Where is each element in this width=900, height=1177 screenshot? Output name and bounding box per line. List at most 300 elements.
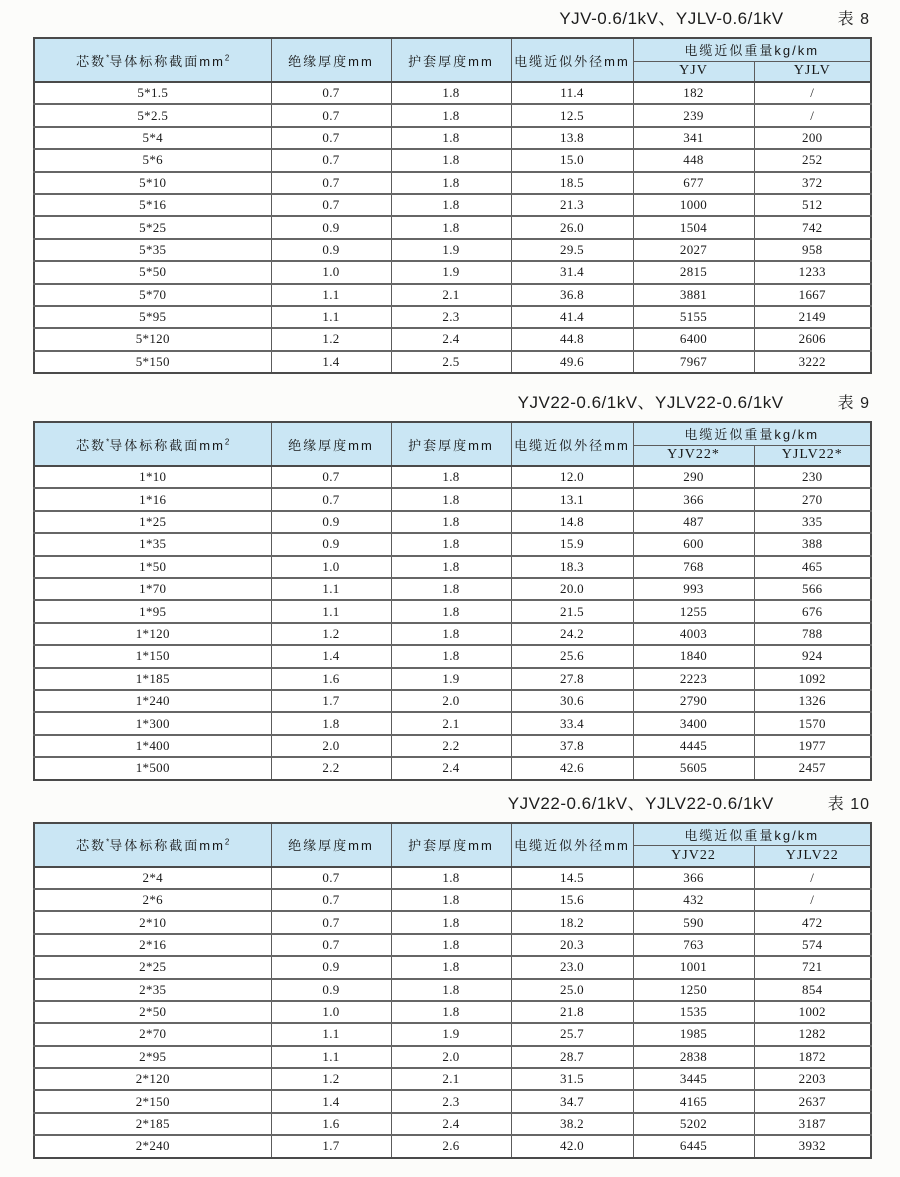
table-cell: 590 xyxy=(633,911,754,933)
table-row xyxy=(34,466,871,488)
table-cell: 3932 xyxy=(754,1135,871,1157)
table-cell: 3187 xyxy=(754,1113,871,1135)
table-cell: 600 xyxy=(633,533,754,555)
table-cell: 366 xyxy=(633,488,754,510)
table-row xyxy=(34,149,871,171)
table-cell: 2606 xyxy=(754,328,871,350)
table-cell: 14.8 xyxy=(511,511,633,533)
core-size-label-mid: 导体标称截面mm xyxy=(109,53,225,69)
table-cell: 1000 xyxy=(633,194,754,216)
table-row xyxy=(34,104,871,126)
table-cell: 21.5 xyxy=(511,600,633,622)
table-row xyxy=(34,1068,871,1090)
table-cell: 1985 xyxy=(633,1023,754,1045)
table-cell: 1.8 xyxy=(391,127,511,149)
table-cell: 1*400 xyxy=(34,735,271,757)
table-cell: 2.1 xyxy=(391,284,511,306)
column-subheader-weight-right: YJLV22 xyxy=(754,846,871,867)
table-row xyxy=(34,488,871,510)
table-row xyxy=(34,1023,871,1045)
table-cell: 1.8 xyxy=(391,216,511,238)
core-size-star: * xyxy=(106,837,110,847)
table-cell: 2457 xyxy=(754,757,871,779)
table-row xyxy=(34,1135,871,1157)
table-cell: 1667 xyxy=(754,284,871,306)
table-cell: 0.7 xyxy=(271,104,391,126)
column-header-outer-diameter: 电缆近似外径mm xyxy=(511,422,633,466)
table-cell: 1977 xyxy=(754,735,871,757)
column-header-outer-diameter: 电缆近似外径mm xyxy=(511,823,633,867)
table-cell: 1.4 xyxy=(271,1090,391,1112)
table-row xyxy=(34,1046,871,1068)
table-row xyxy=(34,735,871,757)
table-cell: 239 xyxy=(633,104,754,126)
table-cell: / xyxy=(754,867,871,889)
table-row xyxy=(34,690,871,712)
table-cell: 15.0 xyxy=(511,149,633,171)
table-cell: 1.2 xyxy=(271,1068,391,1090)
table-row xyxy=(34,1001,871,1023)
table-row xyxy=(34,867,871,889)
table-cell: 0.9 xyxy=(271,239,391,261)
table-row xyxy=(34,127,871,149)
core-size-label-prefix: 芯数 xyxy=(76,53,107,69)
table-cell: 1570 xyxy=(754,712,871,734)
table-cell: 7967 xyxy=(633,351,754,373)
table-cell: 1.8 xyxy=(391,889,511,911)
table-row xyxy=(34,956,871,978)
table-cell: 1.9 xyxy=(391,239,511,261)
table-cell: 1.6 xyxy=(271,668,391,690)
table-cell: 1.8 xyxy=(391,979,511,1001)
table-cell: 1233 xyxy=(754,261,871,283)
table-row xyxy=(34,934,871,956)
table-cell: 472 xyxy=(754,911,871,933)
table-cell: 0.7 xyxy=(271,934,391,956)
table-cell: 2.6 xyxy=(391,1135,511,1157)
table-cell: 5*70 xyxy=(34,284,271,306)
table-cell: 0.9 xyxy=(271,956,391,978)
table-cell: 2.0 xyxy=(271,735,391,757)
table-cell: 270 xyxy=(754,488,871,510)
table-cell: 1840 xyxy=(633,645,754,667)
table-cell: 49.6 xyxy=(511,351,633,373)
table-row xyxy=(34,645,871,667)
table-cell: 1*185 xyxy=(34,668,271,690)
table-section xyxy=(0,392,900,780)
table-cell: 5*120 xyxy=(34,328,271,350)
table-cell: 1*50 xyxy=(34,556,271,578)
table-row xyxy=(34,82,871,104)
table-row xyxy=(34,911,871,933)
table-cell: 1.0 xyxy=(271,1001,391,1023)
table-cell: 1.8 xyxy=(391,149,511,171)
table-cell: 5*25 xyxy=(34,216,271,238)
table-cell: 721 xyxy=(754,956,871,978)
table-body xyxy=(34,82,871,373)
table-cell: 3400 xyxy=(633,712,754,734)
table-cell: 34.7 xyxy=(511,1090,633,1112)
table-cell: / xyxy=(754,82,871,104)
table-cell: 1326 xyxy=(754,690,871,712)
table-cell: 341 xyxy=(633,127,754,149)
table-cell: 5155 xyxy=(633,306,754,328)
table-cell: 2*185 xyxy=(34,1113,271,1135)
table-cell: 2.4 xyxy=(391,1113,511,1135)
table-body xyxy=(34,466,871,779)
table-cell: 366 xyxy=(633,867,754,889)
table-cell: 1092 xyxy=(754,668,871,690)
table-cell: 1504 xyxy=(633,216,754,238)
table-cell: 5*6 xyxy=(34,149,271,171)
table-cell: 27.8 xyxy=(511,668,633,690)
table-cell: 4003 xyxy=(633,623,754,645)
table-cell: 5605 xyxy=(633,757,754,779)
table-row xyxy=(34,600,871,622)
table-cell: 30.6 xyxy=(511,690,633,712)
table-cell: 0.9 xyxy=(271,979,391,1001)
table-cell: 2.2 xyxy=(391,735,511,757)
table-row xyxy=(34,284,871,306)
table-cell: 21.8 xyxy=(511,1001,633,1023)
column-header-core-size xyxy=(34,823,271,867)
table-cell: 0.7 xyxy=(271,149,391,171)
table-row xyxy=(34,578,871,600)
column-header-weight-group: 电缆近似重量kg/km xyxy=(633,823,871,846)
table-section xyxy=(0,793,900,1159)
table-cell: 5*35 xyxy=(34,239,271,261)
table-row xyxy=(34,979,871,1001)
table-cell: 3445 xyxy=(633,1068,754,1090)
table-cell: 1*16 xyxy=(34,488,271,510)
table-cell: 252 xyxy=(754,149,871,171)
column-subheader-weight-left: YJV xyxy=(633,61,754,82)
table-cell: 432 xyxy=(633,889,754,911)
table-cell: 23.0 xyxy=(511,956,633,978)
header-row-top xyxy=(34,422,871,445)
table-cell: 41.4 xyxy=(511,306,633,328)
table-number: 表 10 xyxy=(827,795,870,813)
column-header-insulation-thickness: 绝缘厚度mm xyxy=(271,422,391,466)
table-cell: 1.8 xyxy=(391,911,511,933)
table-cell: 4445 xyxy=(633,735,754,757)
table-cell: 742 xyxy=(754,216,871,238)
table-cell: 3222 xyxy=(754,351,871,373)
table-row xyxy=(34,533,871,555)
cable-spec-table xyxy=(33,421,872,780)
table-cell: 1.9 xyxy=(391,261,511,283)
table-cell: 0.9 xyxy=(271,511,391,533)
table-row xyxy=(34,757,871,779)
table-title-row xyxy=(33,793,870,815)
table-row xyxy=(34,306,871,328)
table-cell: 13.1 xyxy=(511,488,633,510)
table-cell: 1002 xyxy=(754,1001,871,1023)
table-cell: 2*95 xyxy=(34,1046,271,1068)
document-page xyxy=(0,8,900,1177)
table-cell: 24.2 xyxy=(511,623,633,645)
table-cell: 388 xyxy=(754,533,871,555)
table-cell: 1.4 xyxy=(271,351,391,373)
table-cell: 230 xyxy=(754,466,871,488)
table-cell: 15.9 xyxy=(511,533,633,555)
table-row xyxy=(34,328,871,350)
column-subheader-weight-left: YJV22* xyxy=(633,445,754,466)
table-cell: 1.0 xyxy=(271,261,391,283)
table-cell: 958 xyxy=(754,239,871,261)
table-row xyxy=(34,889,871,911)
table-cell: 512 xyxy=(754,194,871,216)
table-cell: 0.9 xyxy=(271,216,391,238)
table-cell: 20.3 xyxy=(511,934,633,956)
table-cell: 11.4 xyxy=(511,82,633,104)
table-cell: 1.8 xyxy=(391,511,511,533)
table-title: YJV22-0.6/1kV、YJLV22-0.6/1kV xyxy=(507,793,774,813)
cable-spec-table xyxy=(33,37,872,374)
table-cell: 12.5 xyxy=(511,104,633,126)
table-cell: 0.7 xyxy=(271,867,391,889)
table-cell: 182 xyxy=(633,82,754,104)
table-cell: 768 xyxy=(633,556,754,578)
column-subheader-weight-right: YJLV22* xyxy=(754,445,871,466)
table-cell: 2.1 xyxy=(391,1068,511,1090)
header-row-top xyxy=(34,38,871,61)
table-cell: 21.3 xyxy=(511,194,633,216)
table-cell: 25.7 xyxy=(511,1023,633,1045)
table-cell: 2.3 xyxy=(391,1090,511,1112)
table-cell: 37.8 xyxy=(511,735,633,757)
table-cell: 2.1 xyxy=(391,712,511,734)
table-cell: 1*120 xyxy=(34,623,271,645)
table-cell: 1.8 xyxy=(391,956,511,978)
table-cell: 5*10 xyxy=(34,172,271,194)
table-cell: 924 xyxy=(754,645,871,667)
header-row-top xyxy=(34,823,871,846)
table-cell: 44.8 xyxy=(511,328,633,350)
core-size-star: * xyxy=(106,437,110,447)
table-cell: 25.0 xyxy=(511,979,633,1001)
table-cell: 1.8 xyxy=(391,867,511,889)
column-header-weight-group: 电缆近似重量kg/km xyxy=(633,422,871,445)
table-cell: 5*1.5 xyxy=(34,82,271,104)
table-cell: 0.7 xyxy=(271,889,391,911)
table-cell: / xyxy=(754,104,871,126)
table-cell: 1.9 xyxy=(391,668,511,690)
table-header xyxy=(34,422,871,466)
column-header-outer-diameter: 电缆近似外径mm xyxy=(511,38,633,82)
table-cell: 2149 xyxy=(754,306,871,328)
table-cell: 18.2 xyxy=(511,911,633,933)
table-cell: 5*150 xyxy=(34,351,271,373)
column-header-insulation-thickness: 绝缘厚度mm xyxy=(271,823,391,867)
column-header-sheath-thickness: 护套厚度mm xyxy=(391,422,511,466)
table-row xyxy=(34,172,871,194)
table-cell: 14.5 xyxy=(511,867,633,889)
table-cell: 448 xyxy=(633,149,754,171)
table-cell: / xyxy=(754,889,871,911)
table-cell: 12.0 xyxy=(511,466,633,488)
table-cell: 0.7 xyxy=(271,194,391,216)
core-size-label-mid: 导体标称截面mm xyxy=(109,437,225,453)
table-cell: 26.0 xyxy=(511,216,633,238)
table-cell: 0.7 xyxy=(271,911,391,933)
table-cell: 28.7 xyxy=(511,1046,633,1068)
table-number: 表 9 xyxy=(837,395,870,413)
column-header-core-size xyxy=(34,38,271,82)
table-cell: 2*25 xyxy=(34,956,271,978)
column-subheader-weight-left: YJV22 xyxy=(633,846,754,867)
table-cell: 3881 xyxy=(633,284,754,306)
table-cell: 1.2 xyxy=(271,328,391,350)
table-cell: 487 xyxy=(633,511,754,533)
table-cell: 1.6 xyxy=(271,1113,391,1135)
core-size-star: * xyxy=(106,53,110,63)
table-cell: 5*2.5 xyxy=(34,104,271,126)
table-cell: 854 xyxy=(754,979,871,1001)
table-cell: 1255 xyxy=(633,600,754,622)
table-cell: 1001 xyxy=(633,956,754,978)
table-cell: 18.3 xyxy=(511,556,633,578)
table-row xyxy=(34,623,871,645)
table-cell: 1.8 xyxy=(391,488,511,510)
table-cell: 1*95 xyxy=(34,600,271,622)
core-size-label-prefix: 芯数 xyxy=(76,437,107,453)
table-cell: 0.7 xyxy=(271,82,391,104)
table-cell: 1.0 xyxy=(271,556,391,578)
table-cell: 0.7 xyxy=(271,488,391,510)
table-cell: 1282 xyxy=(754,1023,871,1045)
table-cell: 38.2 xyxy=(511,1113,633,1135)
table-cell: 2790 xyxy=(633,690,754,712)
table-cell: 1.1 xyxy=(271,578,391,600)
table-row xyxy=(34,261,871,283)
table-cell: 2.3 xyxy=(391,306,511,328)
column-header-core-size xyxy=(34,422,271,466)
table-cell: 1.9 xyxy=(391,1023,511,1045)
table-header xyxy=(34,38,871,82)
table-cell: 5*95 xyxy=(34,306,271,328)
table-cell: 1.7 xyxy=(271,690,391,712)
table-cell: 2.0 xyxy=(391,690,511,712)
table-cell: 2*4 xyxy=(34,867,271,889)
table-cell: 2*10 xyxy=(34,911,271,933)
table-cell: 2223 xyxy=(633,668,754,690)
table-cell: 1.1 xyxy=(271,284,391,306)
table-cell: 2*35 xyxy=(34,979,271,1001)
table-cell: 2*240 xyxy=(34,1135,271,1157)
table-cell: 5202 xyxy=(633,1113,754,1135)
table-cell: 677 xyxy=(633,172,754,194)
table-cell: 1*300 xyxy=(34,712,271,734)
table-cell: 1.1 xyxy=(271,1023,391,1045)
table-cell: 1.8 xyxy=(391,578,511,600)
table-row xyxy=(34,351,871,373)
column-header-sheath-thickness: 护套厚度mm xyxy=(391,823,511,867)
table-cell: 290 xyxy=(633,466,754,488)
table-cell: 372 xyxy=(754,172,871,194)
table-cell: 1.7 xyxy=(271,1135,391,1157)
core-size-label-mid: 导体标称截面mm xyxy=(109,838,225,854)
table-cell: 993 xyxy=(633,578,754,600)
table-row xyxy=(34,712,871,734)
table-cell: 20.0 xyxy=(511,578,633,600)
table-cell: 1*500 xyxy=(34,757,271,779)
table-cell: 2.4 xyxy=(391,328,511,350)
table-cell: 1.1 xyxy=(271,306,391,328)
table-cell: 42.6 xyxy=(511,757,633,779)
table-cell: 1*25 xyxy=(34,511,271,533)
table-cell: 1.8 xyxy=(391,556,511,578)
table-cell: 25.6 xyxy=(511,645,633,667)
core-size-superscript: 2 xyxy=(224,437,230,447)
table-cell: 1*10 xyxy=(34,466,271,488)
core-size-superscript: 2 xyxy=(224,53,230,63)
table-cell: 1.8 xyxy=(391,82,511,104)
table-cell: 465 xyxy=(754,556,871,578)
table-cell: 2*6 xyxy=(34,889,271,911)
table-row xyxy=(34,216,871,238)
cable-spec-table xyxy=(33,822,872,1159)
table-section xyxy=(0,8,900,374)
table-header xyxy=(34,823,871,867)
table-cell: 1.1 xyxy=(271,600,391,622)
table-cell: 2*150 xyxy=(34,1090,271,1112)
table-cell: 200 xyxy=(754,127,871,149)
table-row xyxy=(34,239,871,261)
table-cell: 36.8 xyxy=(511,284,633,306)
table-cell: 1*240 xyxy=(34,690,271,712)
table-cell: 2.0 xyxy=(391,1046,511,1068)
table-cell: 1535 xyxy=(633,1001,754,1023)
column-header-weight-group: 电缆近似重量kg/km xyxy=(633,38,871,61)
column-subheader-weight-right: YJLV xyxy=(754,61,871,82)
table-cell: 1*70 xyxy=(34,578,271,600)
column-header-insulation-thickness: 绝缘厚度mm xyxy=(271,38,391,82)
table-cell: 0.7 xyxy=(271,466,391,488)
table-cell: 676 xyxy=(754,600,871,622)
table-cell: 6445 xyxy=(633,1135,754,1157)
table-cell: 2815 xyxy=(633,261,754,283)
table-cell: 2*16 xyxy=(34,934,271,956)
core-size-label-prefix: 芯数 xyxy=(76,838,107,854)
table-cell: 1.8 xyxy=(391,1001,511,1023)
table-number: 表 8 xyxy=(837,11,870,28)
table-cell: 1.8 xyxy=(391,623,511,645)
table-cell: 5*16 xyxy=(34,194,271,216)
table-cell: 5*4 xyxy=(34,127,271,149)
table-cell: 1.8 xyxy=(391,645,511,667)
table-title: YJV-0.6/1kV、YJLV-0.6/1kV xyxy=(559,9,784,28)
table-cell: 1.8 xyxy=(391,466,511,488)
table-cell: 0.7 xyxy=(271,127,391,149)
table-cell: 788 xyxy=(754,623,871,645)
table-cell: 2.2 xyxy=(271,757,391,779)
table-cell: 1.8 xyxy=(391,194,511,216)
table-cell: 6400 xyxy=(633,328,754,350)
table-cell: 1*35 xyxy=(34,533,271,555)
table-cell: 2637 xyxy=(754,1090,871,1112)
table-cell: 33.4 xyxy=(511,712,633,734)
table-row xyxy=(34,1113,871,1135)
table-cell: 1.8 xyxy=(391,600,511,622)
table-cell: 15.6 xyxy=(511,889,633,911)
table-cell: 1.8 xyxy=(271,712,391,734)
table-cell: 2*70 xyxy=(34,1023,271,1045)
table-cell: 1.8 xyxy=(391,934,511,956)
table-cell: 2.4 xyxy=(391,757,511,779)
table-cell: 0.7 xyxy=(271,172,391,194)
table-cell: 18.5 xyxy=(511,172,633,194)
